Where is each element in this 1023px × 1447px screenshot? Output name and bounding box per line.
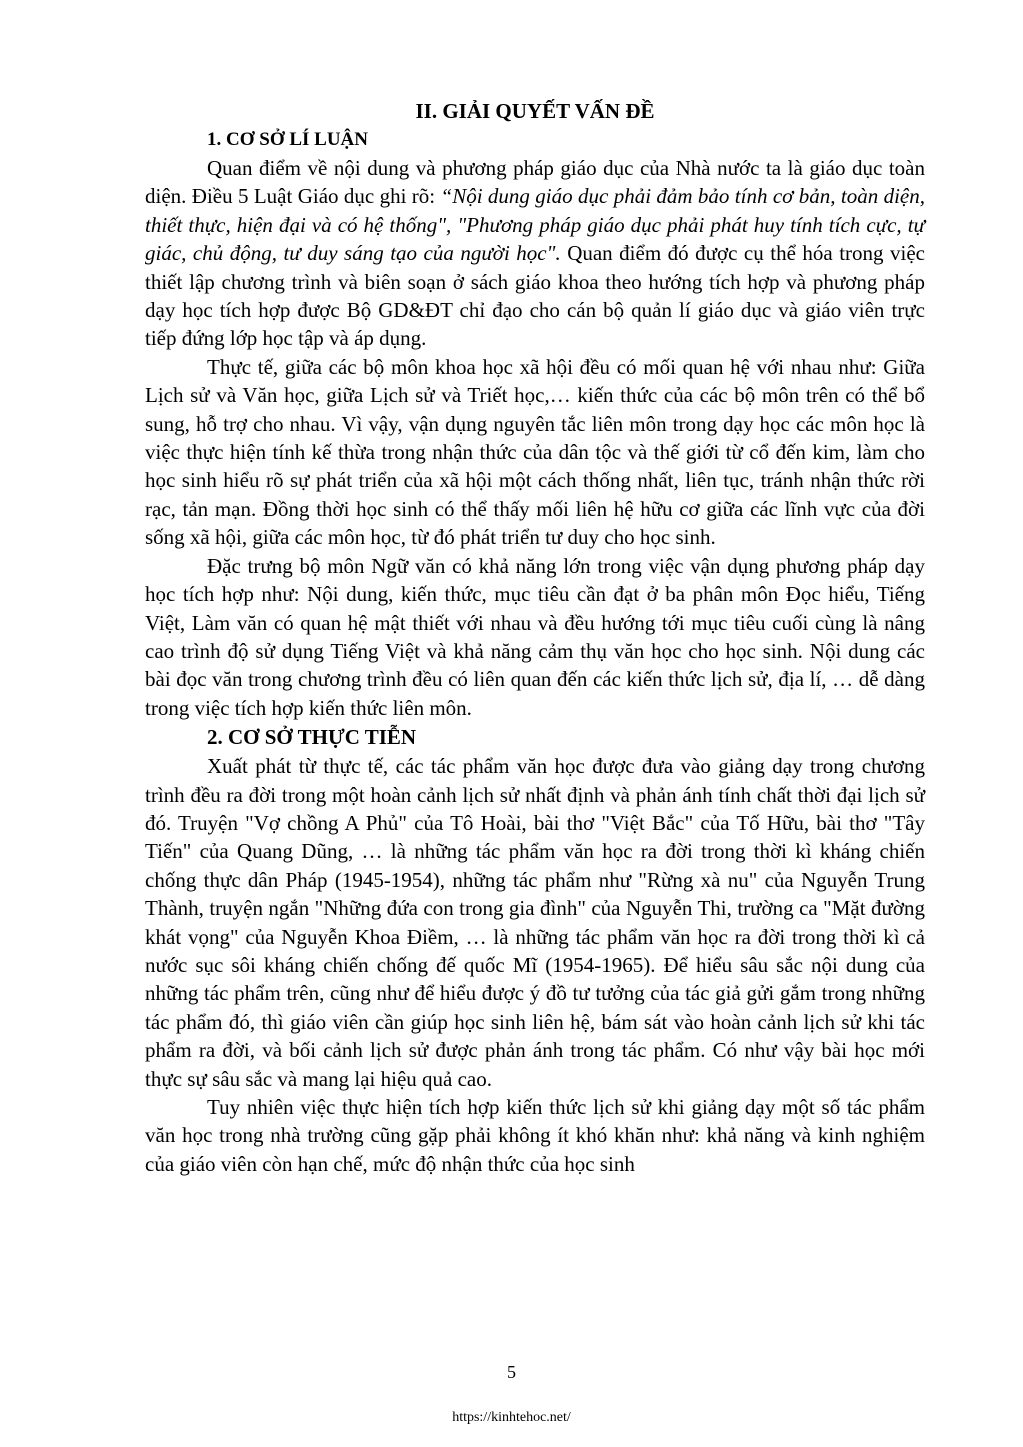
subsection-title-practice: 2. CƠ SỞ THỰC TIỄN	[207, 725, 417, 750]
paragraph-theory-3: Đặc trưng bộ môn Ngữ văn có khả năng lớn trong việc vận dụng phương pháp dạy học tích hợp như: Nội dung, kiến thức, mục tiêu cần đạt ở ba phân môn Đọc hiểu, Tiếng Việt, Làm văn có quan hệ mật thiết với nhau và đều hướng tới mục tiêu cuối cùng là nâng cao trình độ sử dụng Tiếng Việt và khả năng cảm thụ văn học cho học sinh. Nội dung các bài đọc văn trong chương trình đều có liên quan đến các kiến thức lịch sử, địa lí, … dễ dàng trong việc tích hợp kiến thức liên môn.	[145, 553, 925, 720]
section-heading: II. GIẢI QUYẾT VẤN ĐỀ	[415, 99, 655, 123]
document-page	[145, 96, 925, 1178]
paragraph-practice-1: Xuất phát từ thực tế, các tác phẩm văn học được đưa vào giảng dạy trong chương trình đều ra đời trong một hoàn cảnh lịch sử nhất định và phản ánh tính chất thời đại lịch sử đó. Truyện "Vợ chồng A Phủ" của Tô Hoài, bài thơ "Việt Bắc" của Tố Hữu, bài thơ "Tây Tiến" của Quang Dũng, … là những tác phẩm văn học ra đời trong thời kì kháng chiến chống thực dân Pháp (1945-1954), những tác phẩm như "Rừng xà nu" của Nguyễn Trung Thành, truyện ngắn "Những đứa con trong gia đình" của Nguyễn Thi, trường ca "Mặt đường khát vọng" của Nguyễn Khoa Điềm, … là những tác phẩm văn học ra đời trong thời kì cả nước sục sôi kháng chiến chống đế quốc Mĩ (1954-1965). Để hiểu sâu sắc nội dung của những tác phẩm trên, cũng như để hiểu được ý đồ tư tưởng của tác giả gửi gắm trong những tác phẩm đó, thì giáo viên cần giúp học sinh liên hệ, bám sát vào hoàn cảnh lịch sử khi tác phẩm ra đời, và bối cảnh lịch sử được phản ánh trong tác phẩm. Có như vậy bài học mới thực sự sâu sắc và mang lại hiệu quả cao.	[145, 754, 925, 1091]
paragraph-practice-2: Tuy nhiên việc thực hiện tích hợp kiến thức lịch sử khi giảng dạy một số tác phẩm văn học trong nhà trường cũng gặp phải không ít khó khăn như: khả năng và kinh nghiệm của giáo viên còn hạn chế, mức độ nhận thức của học sinh	[145, 1095, 925, 1176]
subsection-title-theory: 1. CƠ SỞ LÍ LUẬN	[207, 129, 368, 150]
source-url[interactable]: https://kinhtehoc.net/	[452, 1410, 571, 1425]
paragraph-text: Quan điểm về nội dung và phương pháp giáo dục của Nhà nước ta là giáo dục toàn diện. Điều 5 Luật Giáo dục ghi rõ:	[145, 156, 925, 209]
paragraph-text: Quan điểm đó được cụ thể hóa trong việc thiết lập chương trình và biên soạn ở sách giáo khoa theo hướng tích hợp và phương pháp dạy học tích hợp được Bộ GD&ĐT chỉ đạo cho cán bộ quản lí giáo dục và giáo viên trực tiếp đứng lớp học tập và áp dụng.	[145, 241, 925, 351]
law-quote: “Nội dung giáo dục phải đảm bảo tính cơ bản, toàn diện, thiết thực, hiện đại và có hệ thống", "Phương pháp giáo dục phải phát huy tính tích cực, tự giác, chủ động, tư duy sáng tạo của người học".	[145, 184, 925, 266]
paragraph-theory-1	[145, 154, 925, 353]
paragraph-theory-2: Thực tế, giữa các bộ môn khoa học xã hội đều có mối quan hệ với nhau như: Giữa Lịch sử và Văn học, giữa Lịch sử và Triết học,… kiến thức của các bộ môn trên có thể bổ sung, hỗ trợ cho nhau. Vì vậy, vận dụng nguyên tắc liên môn trong dạy học các môn học là việc thực hiện tính kế thừa trong nhận thức của dân tộc và thế giới từ cổ đến kim, làm cho học sinh hiểu rõ sự phát triển của xã hội một cách thống nhất, liên tục, tránh nhận thức rời rạc, tản mạn. Đồng thời học sinh có thể thấy mối liên hệ hữu cơ giữa các lĩnh vực của đời sống xã hội, giữa các môn học, từ đó phát triển tư duy cho học sinh.	[145, 354, 925, 550]
page-number: 5	[507, 1362, 516, 1382]
